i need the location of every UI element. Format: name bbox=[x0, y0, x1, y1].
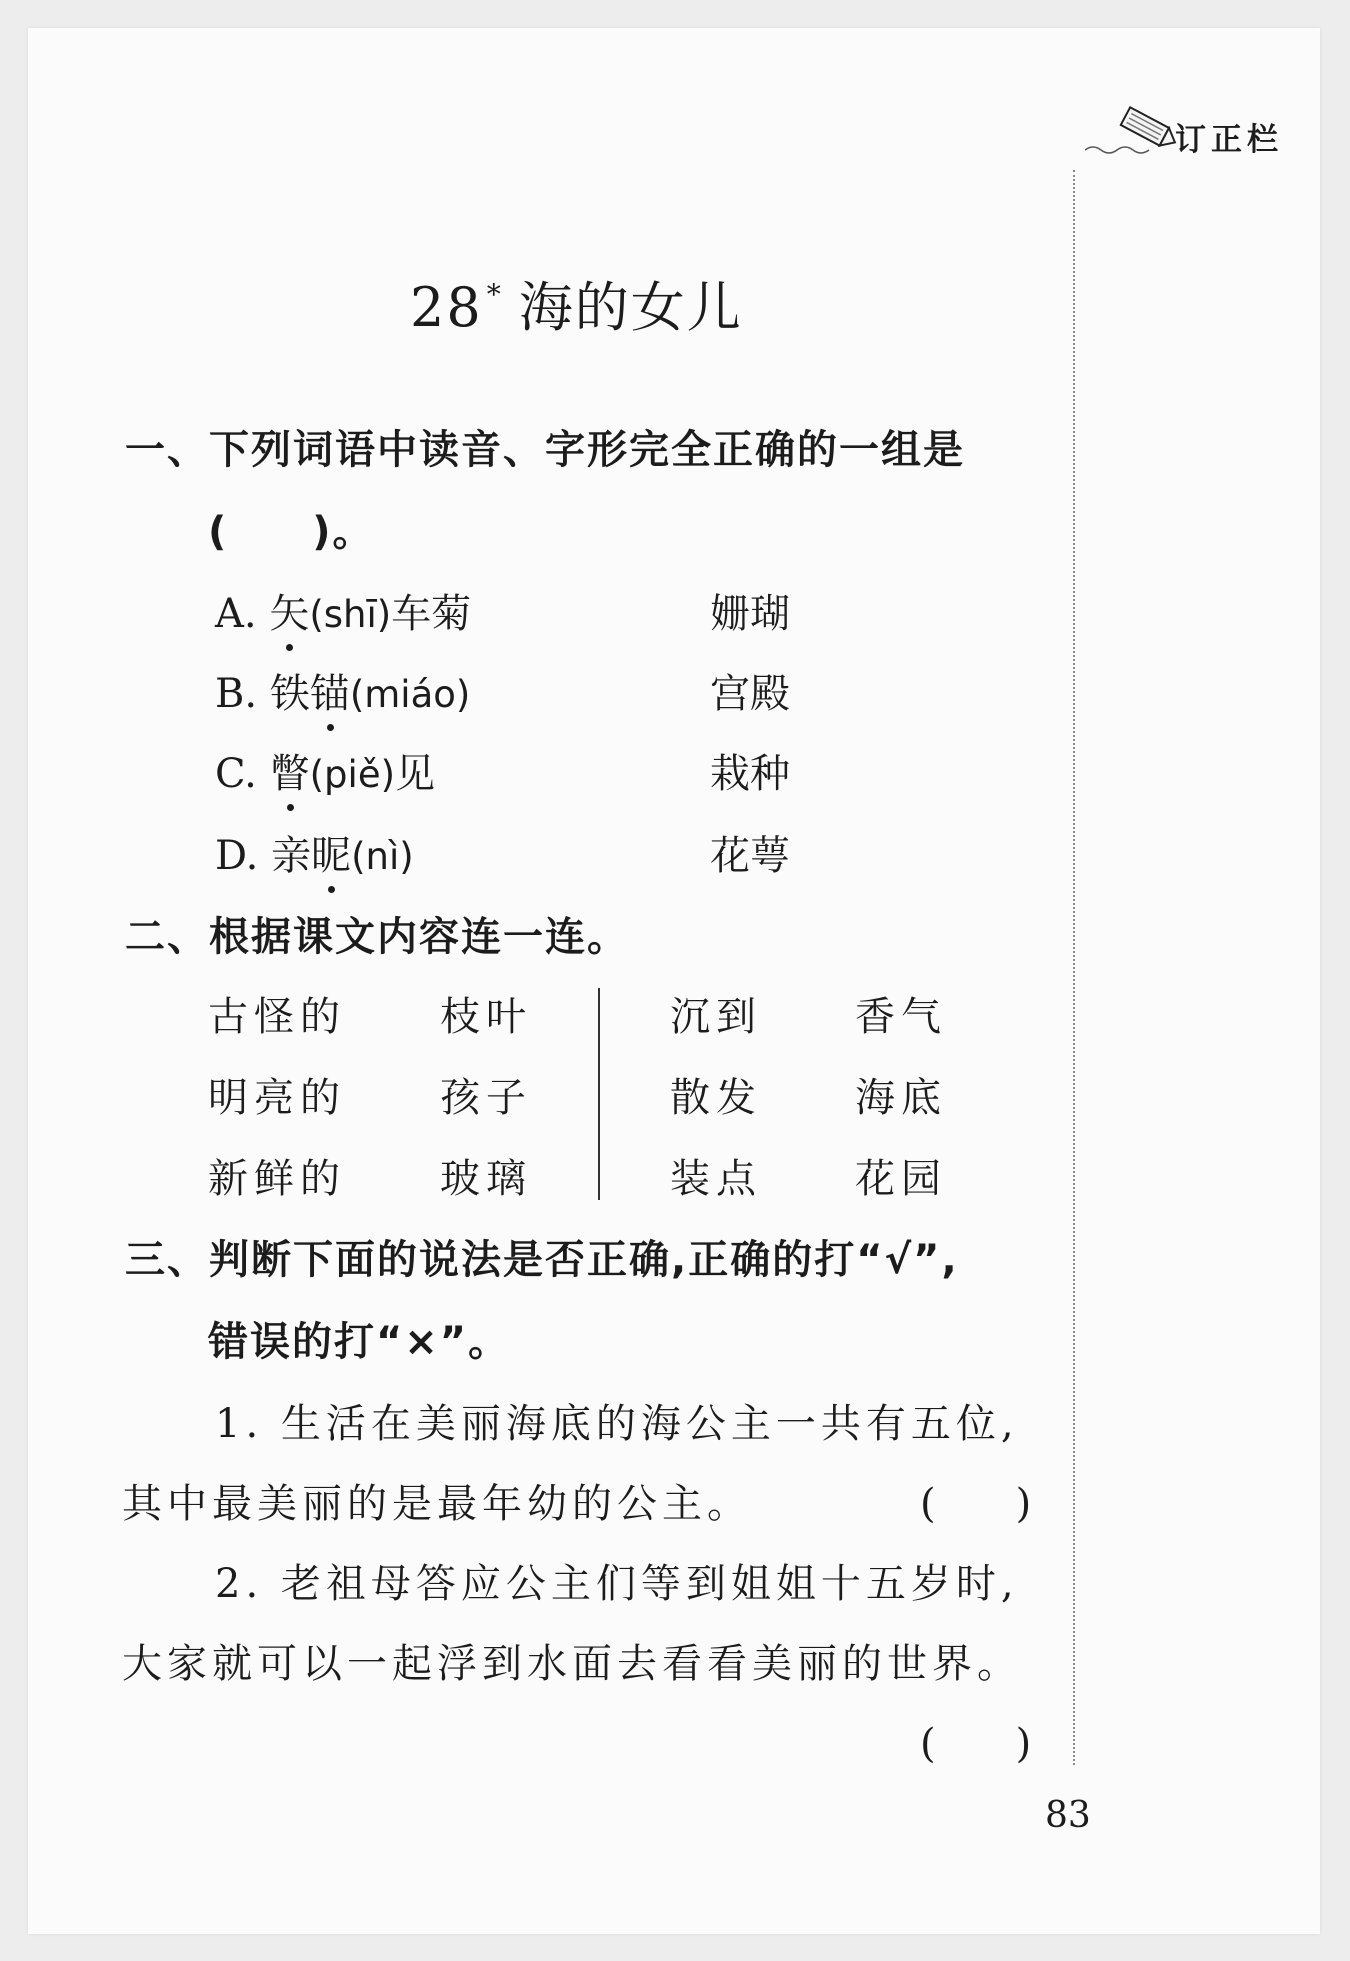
option-a-word2: 姗瑚 bbox=[710, 591, 790, 637]
option-letter: D. bbox=[215, 833, 259, 879]
pencil-icon bbox=[1085, 98, 1185, 158]
match-left-target[interactable]: 孩子 bbox=[440, 1075, 532, 1121]
option-b-word2: 宫殿 bbox=[710, 671, 790, 717]
match-left-target[interactable]: 玻璃 bbox=[440, 1156, 532, 1202]
option-a bbox=[215, 582, 471, 639]
option-letter: C. bbox=[215, 751, 257, 797]
dotted-char: 昵 bbox=[311, 833, 352, 879]
option-text: 车菊 bbox=[391, 591, 472, 637]
option-text: 见 bbox=[395, 751, 436, 797]
match-left-word[interactable]: 古怪的 bbox=[208, 994, 346, 1040]
section3-heading-line2: 错误的打“×”。 bbox=[208, 1319, 511, 1365]
match-right-target[interactable]: 海底 bbox=[855, 1075, 947, 1121]
option-pinyin: (miáo) bbox=[349, 673, 471, 716]
option-d bbox=[215, 824, 414, 881]
statement-2-line2: 大家就可以一起浮到水面去看看美丽的世界。 bbox=[122, 1641, 1022, 1687]
option-c bbox=[215, 742, 435, 799]
option-c-word2: 栽种 bbox=[710, 751, 790, 797]
statement-1-line1: 1. 生活在美丽海底的海公主一共有五位, bbox=[215, 1401, 1019, 1447]
option-pinyin: (nì) bbox=[351, 835, 414, 878]
section1-answer-blank[interactable]: ( )。 bbox=[208, 509, 375, 555]
section2-heading: 二、根据课文内容连一连。 bbox=[125, 914, 629, 960]
lesson-mark: * bbox=[486, 278, 503, 311]
option-d-word2: 花萼 bbox=[710, 833, 790, 879]
option-text: 铁 bbox=[269, 671, 310, 717]
match-right-word[interactable]: 散发 bbox=[670, 1075, 762, 1121]
option-b bbox=[215, 662, 470, 719]
section3-heading: 三、判断下面的说法是否正确,正确的打“√”, bbox=[125, 1237, 959, 1283]
match-left-word[interactable]: 明亮的 bbox=[208, 1075, 346, 1121]
correction-column-label: 订正栏 bbox=[1175, 122, 1283, 158]
statement-1-answer-blank[interactable]: ( ) bbox=[920, 1481, 1032, 1527]
option-letter: B. bbox=[215, 671, 258, 717]
match-group-divider bbox=[598, 988, 600, 1200]
correction-column-divider bbox=[1073, 170, 1075, 1765]
lesson-title-text: 海的女儿 bbox=[518, 276, 743, 339]
lesson-number: 28 bbox=[410, 276, 483, 339]
statement-2-line1: 2. 老祖母答应公主们等到姐姐十五岁时, bbox=[215, 1561, 1019, 1607]
page-number: 83 bbox=[1045, 1795, 1091, 1836]
match-right-target[interactable]: 花园 bbox=[855, 1156, 947, 1202]
dotted-char: 瞥 bbox=[269, 751, 310, 797]
dotted-char: 矢 bbox=[269, 591, 310, 637]
option-letter: A. bbox=[215, 591, 257, 637]
lesson-title bbox=[410, 265, 743, 342]
match-right-word[interactable]: 沉到 bbox=[670, 994, 762, 1040]
option-text: 亲 bbox=[271, 833, 312, 879]
match-left-target[interactable]: 枝叶 bbox=[440, 994, 532, 1040]
match-right-word[interactable]: 装点 bbox=[670, 1156, 762, 1202]
match-right-target[interactable]: 香气 bbox=[855, 994, 947, 1040]
option-pinyin: (piě) bbox=[309, 753, 396, 796]
option-pinyin: (shī) bbox=[309, 593, 392, 636]
statement-1-line2: 其中最美丽的是最年幼的公主。 bbox=[122, 1481, 752, 1527]
correction-column-header bbox=[1085, 98, 1315, 168]
dotted-char: 锚 bbox=[309, 671, 350, 717]
statement-2-answer-blank[interactable]: ( ) bbox=[920, 1721, 1032, 1767]
section1-heading: 一、下列词语中读音、字形完全正确的一组是 bbox=[125, 427, 965, 473]
match-left-word[interactable]: 新鲜的 bbox=[208, 1156, 346, 1202]
